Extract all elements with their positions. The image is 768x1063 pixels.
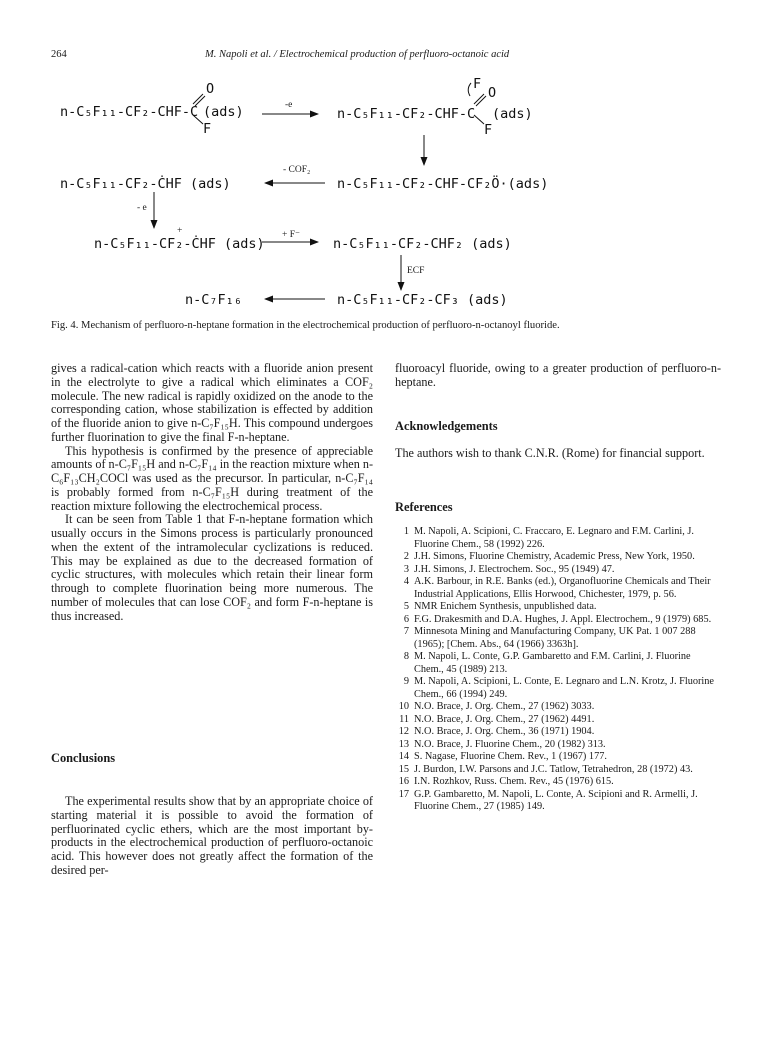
scheme-r4-right: n-C₅F₁₁-CF₂-CF₃ (ads) <box>337 292 508 308</box>
scheme-r1-right-ads: (ads) <box>492 106 533 122</box>
paragraph: The experimental results show that by an appropriate choice of starting material it is possible to avoid the formation of perfluorinated cyclic ethers, which are the most important by-products in the electrochemical production of perfluoro-octanoic acid. This however does not greatly affect the formation of the desired per- <box>51 794 373 877</box>
scheme-r4-left: n-C₇F₁₆ <box>185 292 242 308</box>
reference-item: 4 A.K. Barbour, in R.E. Banks (ed.), Organofluorine Chemicals and Their Industrial Applications, Ellis Horwood, Chichester, 1979, p. 56. <box>403 576 711 600</box>
scheme-r2-arrow-label: - COF₂ <box>283 165 311 175</box>
section-heading-acknowledgements: Acknowledgements <box>395 419 498 433</box>
scheme-r1-right-f-top: F <box>473 76 482 92</box>
reference-item: 3 J.H. Simons, J. Electrochem. Soc., 95 (1949) 47. <box>403 563 615 575</box>
reference-item: 2 J.H. Simons, Fluorine Chemistry, Academic Press, New York, 1950. <box>403 551 695 562</box>
scheme-r2-left: n-C₅F₁₁-CF₂-ĊHF (ads) <box>60 176 231 192</box>
scheme-arrows <box>0 0 768 330</box>
scheme-r2-right: n-C₅F₁₁-CF₂-CHF-CF₂Ö·(ads) <box>337 176 549 192</box>
reference-item: 14 S. Nagase, Fluorine Chem. Rev., 1 (1967) 177. <box>398 751 607 762</box>
figure-caption: Fig. 4. Mechanism of perfluoro-n-heptane formation in the electrochemical production of perfluoro-n-octanoyl fluoride. <box>51 320 560 331</box>
left-column <box>51 362 373 623</box>
reference-item: 10 N.O. Brace, J. Org. Chem., 27 (1962) 3033. <box>398 701 595 712</box>
reference-item: 9 M. Napoli, A. Scipioni, L. Conte, E. Legnaro and L.N. Krotz, J. Fluorine Chem., 66 (1994) 249. <box>403 676 714 700</box>
running-title: M. Napoli et al. / Electrochemical production of perfluoro-octanoic acid <box>205 49 510 60</box>
scheme-r1-right: n-C₅F₁₁-CF₂-CHF-C <box>337 106 476 122</box>
scheme-r3-arrow-label: + F⁻ <box>282 230 301 240</box>
references-list <box>395 526 721 814</box>
reference-item: 5 NMR Enichem Synthesis, unpublished data. <box>403 601 597 612</box>
scheme-r3-plus: + <box>177 226 183 236</box>
reference-item: 1 M. Napoli, A. Scipioni, C. Fraccaro, E. Legnaro and F.M. Carlini, J. Fluorine Chem., 58 (1992) 226. <box>403 526 695 550</box>
paragraph: The authors wish to thank C.N.R. (Rome) for financial support. <box>395 446 705 460</box>
reference-item: 11 N.O. Brace, J. Org. Chem., 27 (1962) 4491. <box>399 713 595 725</box>
scheme-r1-arrow-label: -e <box>285 100 293 110</box>
scheme-r3-right: n-C₅F₁₁-CF₂-CHF₂ (ads) <box>333 236 512 252</box>
scheme-r1-left-ads: (ads) <box>203 104 244 120</box>
scheme-r1-right-f: F <box>484 122 493 138</box>
reference-item: 13 N.O. Brace, J. Fluorine Chem., 20 (1982) 313. <box>398 738 606 750</box>
scheme-r3-left: n-C₅F₁₁-CF₂-ĊHF (ads) <box>94 236 265 252</box>
reference-item: 17 G.P. Gambaretto, M. Napoli, L. Conte, A. Scipioni and R. Armelli, J. Fluorine Chem., 27 (1985) 149. <box>398 788 698 812</box>
scheme-r1-left-o: O <box>206 81 215 97</box>
reference-item: 8 M. Napoli, L. Conte, G.P. Gambaretto and F.M. Carlini, J. Fluorine Chem., 45 (1989) 213. <box>403 651 691 675</box>
section-heading-conclusions: Conclusions <box>51 751 116 765</box>
scheme-down-e-label: - e <box>137 203 147 213</box>
paragraph: gives a radical-cation which reacts with a fluoride anion present in the electrolyte to give a radical which eliminates a COF₂ molecule. The new radical is rapidly oxidized on the anode to the corresponding cation, whose stabilization is effected by addition of the fluoride anion to give n-C₇F₁₅H. This compound undergoes further fluorination to give the final F-n-heptane. <box>51 361 373 444</box>
paragraph: This hypothesis is confirmed by the presence of appreciable amounts of n-C₇F₁₅H and n-C₇F₁₄ in the reaction mixture when n-C₆F₁₃CH₂COCl was used as the precursor. In particular, n-C₇F₁₄ is probably formed from n-C₇F₁₅H during treatment of the reaction mixture following the electrochemical process. <box>51 443 374 513</box>
reference-item: 12 N.O. Brace, J. Org. Chem., 36 (1971) 1904. <box>398 726 595 737</box>
scheme-ecf-label: ECF <box>407 266 425 276</box>
reference-item: 6 F.G. Drakesmith and D.A. Hughes, J. Appl. Electrochem., 9 (1979) 685. <box>403 613 712 625</box>
paragraph: fluoroacyl fluoride, owing to a greater production of perfluoro-n-heptane. <box>395 361 721 389</box>
reference-item: 7 Minnesota Mining and Manufacturing Company, UK Pat. 1 007 288 (1965); [Chem. Abs., 64 (1966) 3363h]. <box>403 626 696 650</box>
reference-item: 16 I.N. Rozhkov, Russ. Chem. Rev., 45 (1976) 615. <box>398 776 614 787</box>
section-heading-references: References <box>395 500 453 514</box>
reference-item: 15 J. Burdon, I.W. Parsons and J.C. Tatlow, Tetrahedron, 28 (1972) 43. <box>398 763 693 775</box>
scheme-r1-right-o: O <box>488 85 497 101</box>
paragraph: It can be seen from Table 1 that F-n-heptane formation which usually occurs in the Simons process is particularly pronounced when the extent of the intramolecular cyclizations is reduced. This may be explained as due to the decreased formation of cyclic structures, with molecules which retain their linear form through to complete fluorination being more numerous. The number of molecules that can lose COF₂ and form F-n-heptane is thus increased. <box>51 512 373 623</box>
scheme-r1-left: n-C₅F₁₁-CF₂-CHF-C <box>60 104 199 120</box>
scheme-r1-left-f: F <box>203 121 212 137</box>
page-number: 264 <box>51 49 67 60</box>
